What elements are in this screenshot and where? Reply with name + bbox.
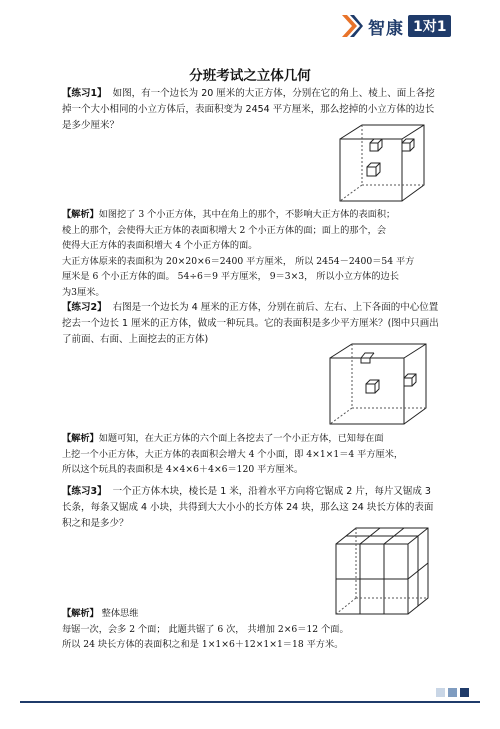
solution-3-head: 整体思维 — [101, 608, 139, 619]
solution-3-line: 每锯一次，会多 2 个面； 此题共锯了 6 次， 共增加 2×6＝12 个面。 — [62, 623, 349, 635]
figure-cube-2 — [328, 342, 430, 426]
solution-2-label: 【解析】 — [62, 433, 99, 444]
solution-2-line: 所以这个玩具的表面积是 4×4×6＋4×6＝120 平方厘米。 — [62, 464, 304, 475]
solution-1-line: 为3厘米。 — [62, 286, 105, 298]
solution-1-line: 厘米是 6 个小正方体的面。 54÷6＝9 平方厘米， 9＝3×3， 所以小立方体的边长 — [62, 271, 399, 282]
exercise-3 — [62, 484, 440, 532]
solution-3-label: 【解析】 — [62, 608, 99, 619]
solution-1-line: 如图挖了 3 个小正方体，其中在角上的那个，不影响大正方体的表面积； — [98, 209, 396, 220]
solution-1-label: 【解析】 — [62, 209, 99, 220]
solution-1-line: 棱上的那个，会使得大正方体的表面积增大 2 个小正方体的面；面上的那个，会 — [62, 224, 387, 236]
brand-name: 智康 — [368, 18, 404, 39]
logo-mark-icon — [340, 13, 364, 39]
footer-square — [460, 688, 469, 697]
brand-suffix: 1对1 — [408, 15, 451, 37]
solution-1-line: 大正方体原来的表面积为 20×20×6＝2400 平方厘米， 所以 2454－2400＝54 平方 — [62, 255, 415, 267]
figure-cube-3 — [334, 526, 430, 616]
solution-3 — [62, 606, 444, 653]
exercise-1-text: 如图，有一个边长为 20 厘米的大正方体，分别在它的角上、棱上、面上各挖掉一个大小相同的小立方体后，表面积变为 2454 平方厘米，那么挖掉的小立方体的边长是多少厘米？ — [62, 88, 435, 131]
page-title: 分班考试之立体几何 — [189, 68, 311, 84]
solution-2 — [62, 431, 444, 478]
solution-2-line: 上挖一个小正方体，大正方体的表面积会增大 4 个小面，即 4×1×1＝4 平方厘米， — [62, 448, 404, 460]
footer-square — [436, 688, 445, 697]
exercise-2-label: 【练习2】 — [62, 302, 107, 313]
solution-1-line: 使得大正方体的表面积增大 4 个小正方体的面。 — [62, 240, 258, 251]
exercise-3-label: 【练习3】 — [62, 486, 107, 497]
solution-3-line: 所以 24 块长方体的表面积之和是 1×1×6＋12×1×1＝18 平方米。 — [62, 639, 344, 650]
brand-logo — [340, 12, 451, 40]
solution-1 — [62, 207, 444, 300]
exercise-2-text: 右图是一个边长为 4 厘米的正方体，分别在前后、左右、上下各面的中心位置挖去一个边长 1 厘米的正方体，做成一种玩具。它的表面积是多少平方厘米？(图中只画出了前面、右面、上面挖去的正方体) — [62, 302, 439, 345]
solution-2-line: 如题可知，在大正方体的六个面上各挖去了一个小正方体，已知每在面 — [98, 433, 384, 444]
exercise-3-text: 一个正方体木块，棱长是 1 米，沿着水平方向将它锯成 2 片，每片又锯成 3 长条，每条又锯成 4 小块，共得到大大小小的长方体 24 块，那么这 24 块长方体的表面积之和是多少？ — [62, 486, 434, 529]
footer-square — [448, 688, 457, 697]
exercise-1-label: 【练习1】 — [62, 88, 107, 99]
figure-cube-1 — [338, 123, 428, 205]
footer-line — [20, 701, 480, 703]
exercise-2 — [62, 300, 440, 348]
